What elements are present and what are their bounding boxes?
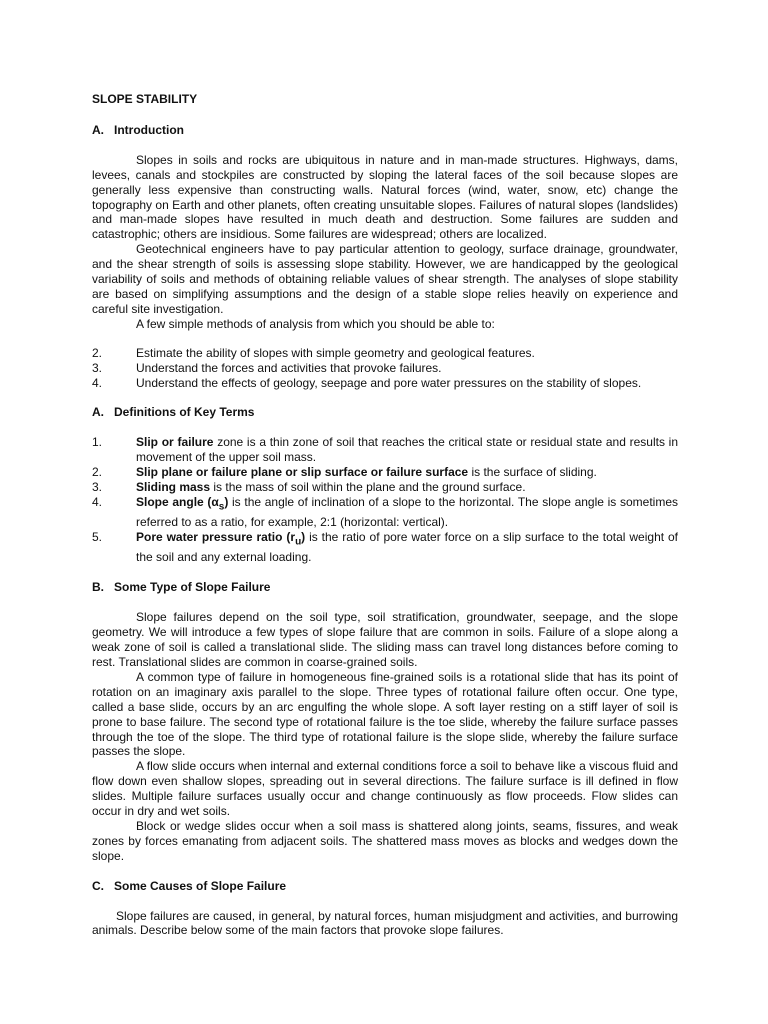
section-title: Some Type of Slope Failure bbox=[114, 580, 271, 595]
document-title: SLOPE STABILITY bbox=[92, 92, 198, 106]
defined-term: Slope angle $(\alpha_s)$ bbox=[136, 494, 229, 513]
types-paragraph-1: Slope failures depend on the soil type, soil stratification, groundwater, seepage, and the slope geometry. We will introduce a few types of slope failure that are common in soils. Failure of a slope along a weak zone of soil is called a translational slide. The sliding mass can travel long distances before coming to rest. Translational slides are common in coarse-grained soils. bbox=[92, 610, 678, 669]
section-heading-definitions bbox=[92, 405, 678, 420]
section-heading-causes bbox=[92, 879, 678, 894]
types-paragraph-4: Block or wedge slides occur when a soil mass is shattered along joints, seams, fissures, and weak zones by forces emanating from adjacent soils. The shattered mass moves as blocks and wedges down the slope. bbox=[92, 818, 678, 863]
section-letter: A. bbox=[92, 122, 104, 137]
defined-term: Sliding mass bbox=[136, 480, 211, 495]
types-paragraph-3: A flow slide occurs when internal and external conditions force a soil to behave like a viscous fluid and flow down even shallow slopes, spreading out in several directions. The failure surface is ill defined in flow slides. Multiple failure surfaces usually occur and change continuously as flow proceeds. Flow slides can occur in dry and wet soils. bbox=[92, 759, 678, 819]
intro-paragraph-2: Geotechnical engineers have to pay particular attention to geology, surface drainage, groundwater, and the shear strength of soils is assessing slope stability. However, we are handicapped by the geological variability of soils and methods of obtaining reliable values of shear strength. The analyses of slope stability are based on simplifying assumptions and the design of a stable slope relies heavily on experience and careful site investigation. bbox=[92, 242, 678, 316]
definitions-list bbox=[92, 435, 678, 565]
list-item: 2. Slip plane or failure plane or slip surface or failure surface is the surface of sliding. bbox=[92, 465, 597, 480]
intro-paragraph-3: A few simple methods of analysis from which you should be able to: bbox=[136, 316, 495, 331]
section-heading-introduction bbox=[92, 123, 678, 138]
defined-term: Slip or failure bbox=[136, 435, 214, 450]
list-item: 5. Pore water pressure ratio $(r_u)$ is the ratio of pore water force on a slip surface to the total weight of the soil and any external loading. bbox=[92, 530, 678, 565]
intro-paragraph-1: Slopes in soils and rocks are ubiquitous in nature and in man-made structures. Highways, dams, levees, canals and stockpiles are constructed by sloping the lateral faces of the soil because slopes are generally less expensive than constructing walls. Natural forces (wind, water, snow, etc) change the topography on Earth and other planets, often creating unsuitable slopes. Failures of natural slopes (landslides) and man-made slopes have resulted in much death and destruction. Some failures are sudden and catastrophic; others are insidious. Some failures are widespread; others are localized. bbox=[92, 152, 678, 242]
list-item: 3. Understand the forces and activities that provoke failures. bbox=[92, 360, 442, 375]
list-item: 4. Understand the effects of geology, seepage and pore water pressures on the stability of slopes. bbox=[92, 375, 642, 390]
document-content bbox=[92, 92, 678, 938]
section-title: Introduction bbox=[114, 122, 184, 137]
list-item: 2. Estimate the ability of slopes with simple geometry and geological features. bbox=[92, 345, 535, 360]
section-title: Some Causes of Slope Failure bbox=[114, 878, 287, 893]
section-letter: A. bbox=[92, 405, 104, 420]
section-letter: B. bbox=[92, 580, 104, 595]
list-item: 1. Slip or failure zone is a thin zone of soil that reaches the critical state or residual state and results in movement of the upper soil mass. bbox=[92, 435, 679, 465]
causes-paragraph-1: Slope failures are caused, in general, by natural forces, human misjudgment and activities, and burrowing animals. Describe below some of the main factors that provoke slope failures. bbox=[92, 908, 678, 938]
section-letter: C. bbox=[92, 878, 104, 893]
defined-term: Slip plane or failure plane or slip surface or failure surface bbox=[136, 465, 469, 480]
section-title: Definitions of Key Terms bbox=[114, 405, 255, 420]
objectives-list bbox=[92, 346, 678, 391]
list-item: 4. Slope angle $(\alpha_s)$ is the angle of inclination of a slope to the horizontal. The slope angle is sometimes referred to as a ratio, for example, 2:1 (horizontal: vertical). bbox=[92, 494, 678, 530]
defined-term: Pore water pressure ratio $(r_u)$ bbox=[136, 530, 306, 548]
types-paragraph-2: A common type of failure in homogeneous fine-grained soils is a rotational slide that has its point of rotation on an imaginary axis parallel to the slope. Three types of rotational failure often occur. One type, called a base slide, occurs by an arc engulfing the whole slope. A soft layer resting on a stiff layer of soil is prone to base failure. The second type of rotational failure is the toe slide, whereby the failure surface passes through the toe of the slope. The third type of rotational failure is the slope slide, whereby the failure surface passes the slope. bbox=[92, 669, 678, 759]
list-item: 3. Sliding mass is the mass of soil within the plane and the ground surface. bbox=[92, 480, 526, 495]
section-heading-slope-failure-types bbox=[92, 580, 678, 595]
